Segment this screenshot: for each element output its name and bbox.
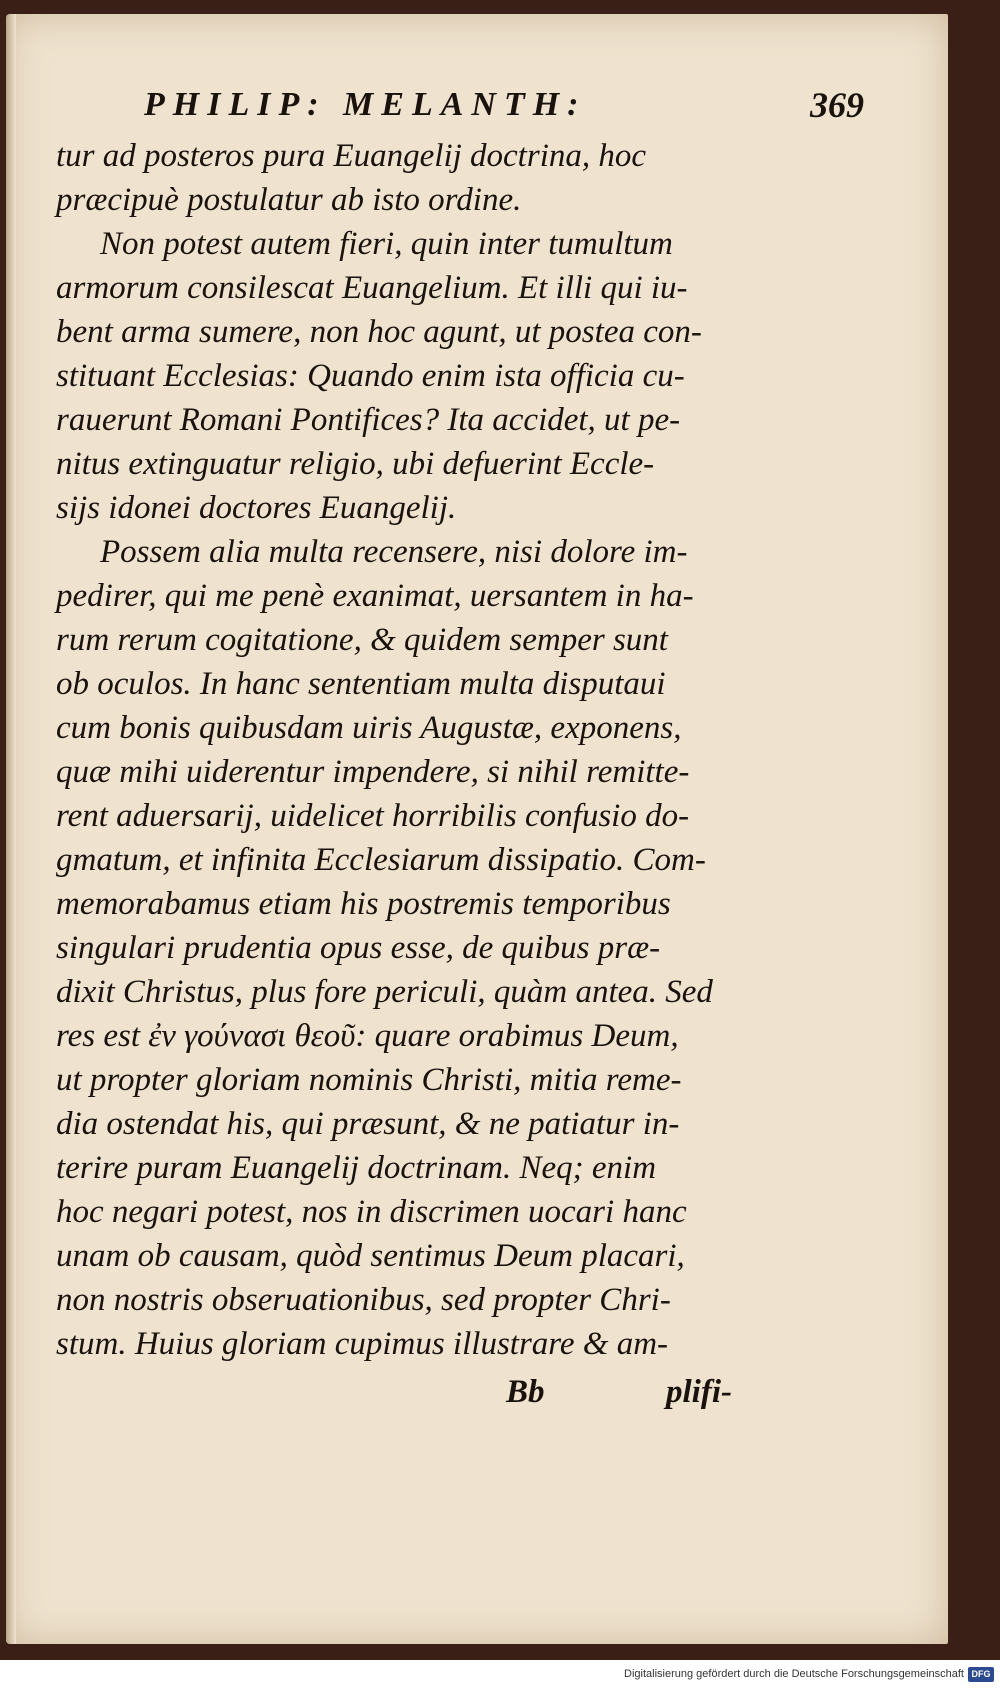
text-line: cum bonis quibusdam uiris Augustæ, exponens, [56, 710, 682, 746]
text-line: memorabamus etiam his postremis temporibus [56, 886, 671, 922]
text-line: quæ mihi uiderentur impendere, si nihil remitte- [56, 754, 690, 790]
text-line: singulari prudentia opus esse, de quibus præ- [56, 930, 661, 966]
text-line: præcipuè postulatur ab isto ordine. [56, 182, 522, 218]
page-header [144, 78, 864, 138]
text-line: res est ἐν γούνασι θεοῦ: quare orabimus Deum, [56, 1018, 679, 1054]
text-line: hoc negari potest, nos in discrimen uocari hanc [56, 1194, 687, 1230]
catchword: plifi- [666, 1374, 732, 1410]
credit-bar [0, 1660, 1000, 1692]
text-line: stituant Ecclesias: Quando enim ista officia cu- [56, 358, 685, 394]
book-page [6, 14, 948, 1644]
text-line: dixit Christus, plus fore periculi, quàm antea. Sed [56, 974, 713, 1010]
text-line: non nostris obseruationibus, sed propter Chri- [56, 1282, 671, 1318]
text-line: bent arma sumere, non hoc agunt, ut postea con- [56, 314, 702, 350]
funding-credit: Digitalisierung gefördert durch die Deutsche Forschungsgemeinschaft [624, 1668, 964, 1680]
text-line: rum rerum cogitatione, & quidem semper sunt [56, 622, 668, 658]
text-line: terire puram Euangelij doctrinam. Neq; enim [56, 1150, 657, 1186]
text-line: gmatum, et infinita Ecclesiarum dissipatio. Com- [56, 842, 706, 878]
dfg-logo-icon: DFG [968, 1667, 994, 1682]
text-line: Non potest autem fieri, quin inter tumultum [100, 226, 673, 262]
text-line: armorum consilescat Euangelium. Et illi qui iu- [56, 270, 688, 306]
text-line: pedirer, qui me penè exanimat, uersantem in ha- [56, 578, 694, 614]
text-line: Possem alia multa recensere, nisi dolore im- [100, 534, 688, 570]
text-line: tur ad posteros pura Euangelij doctrina, hoc [56, 138, 647, 174]
text-line: rent aduersarij, uidelicet horribilis confusio do- [56, 798, 690, 834]
text-line: dia ostendat his, qui præsunt, & ne patiatur in- [56, 1106, 680, 1142]
text-line: ob oculos. In hanc sententiam multa disputaui [56, 666, 666, 702]
text-line: nitus extinguatur religio, ubi defuerint Eccle- [56, 446, 655, 482]
text-line: stum. Huius gloriam cupimus illustrare & am- [56, 1326, 669, 1362]
page-footer [6, 1364, 746, 1414]
running-head: PHILIP: MELANTH: [144, 86, 587, 123]
signature-mark: Bb [506, 1374, 545, 1410]
text-line: sijs idonei doctores Euangelij. [56, 490, 457, 526]
text-line: ut propter gloriam nominis Christi, mitia reme- [56, 1062, 682, 1098]
body-text [56, 134, 756, 1366]
text-line: unam ob causam, quòd sentimus Deum placari, [56, 1238, 685, 1274]
text-line: rauerunt Romani Pontifices? Ita accidet, ut pe- [56, 402, 681, 438]
page-number: 369 [810, 85, 864, 125]
